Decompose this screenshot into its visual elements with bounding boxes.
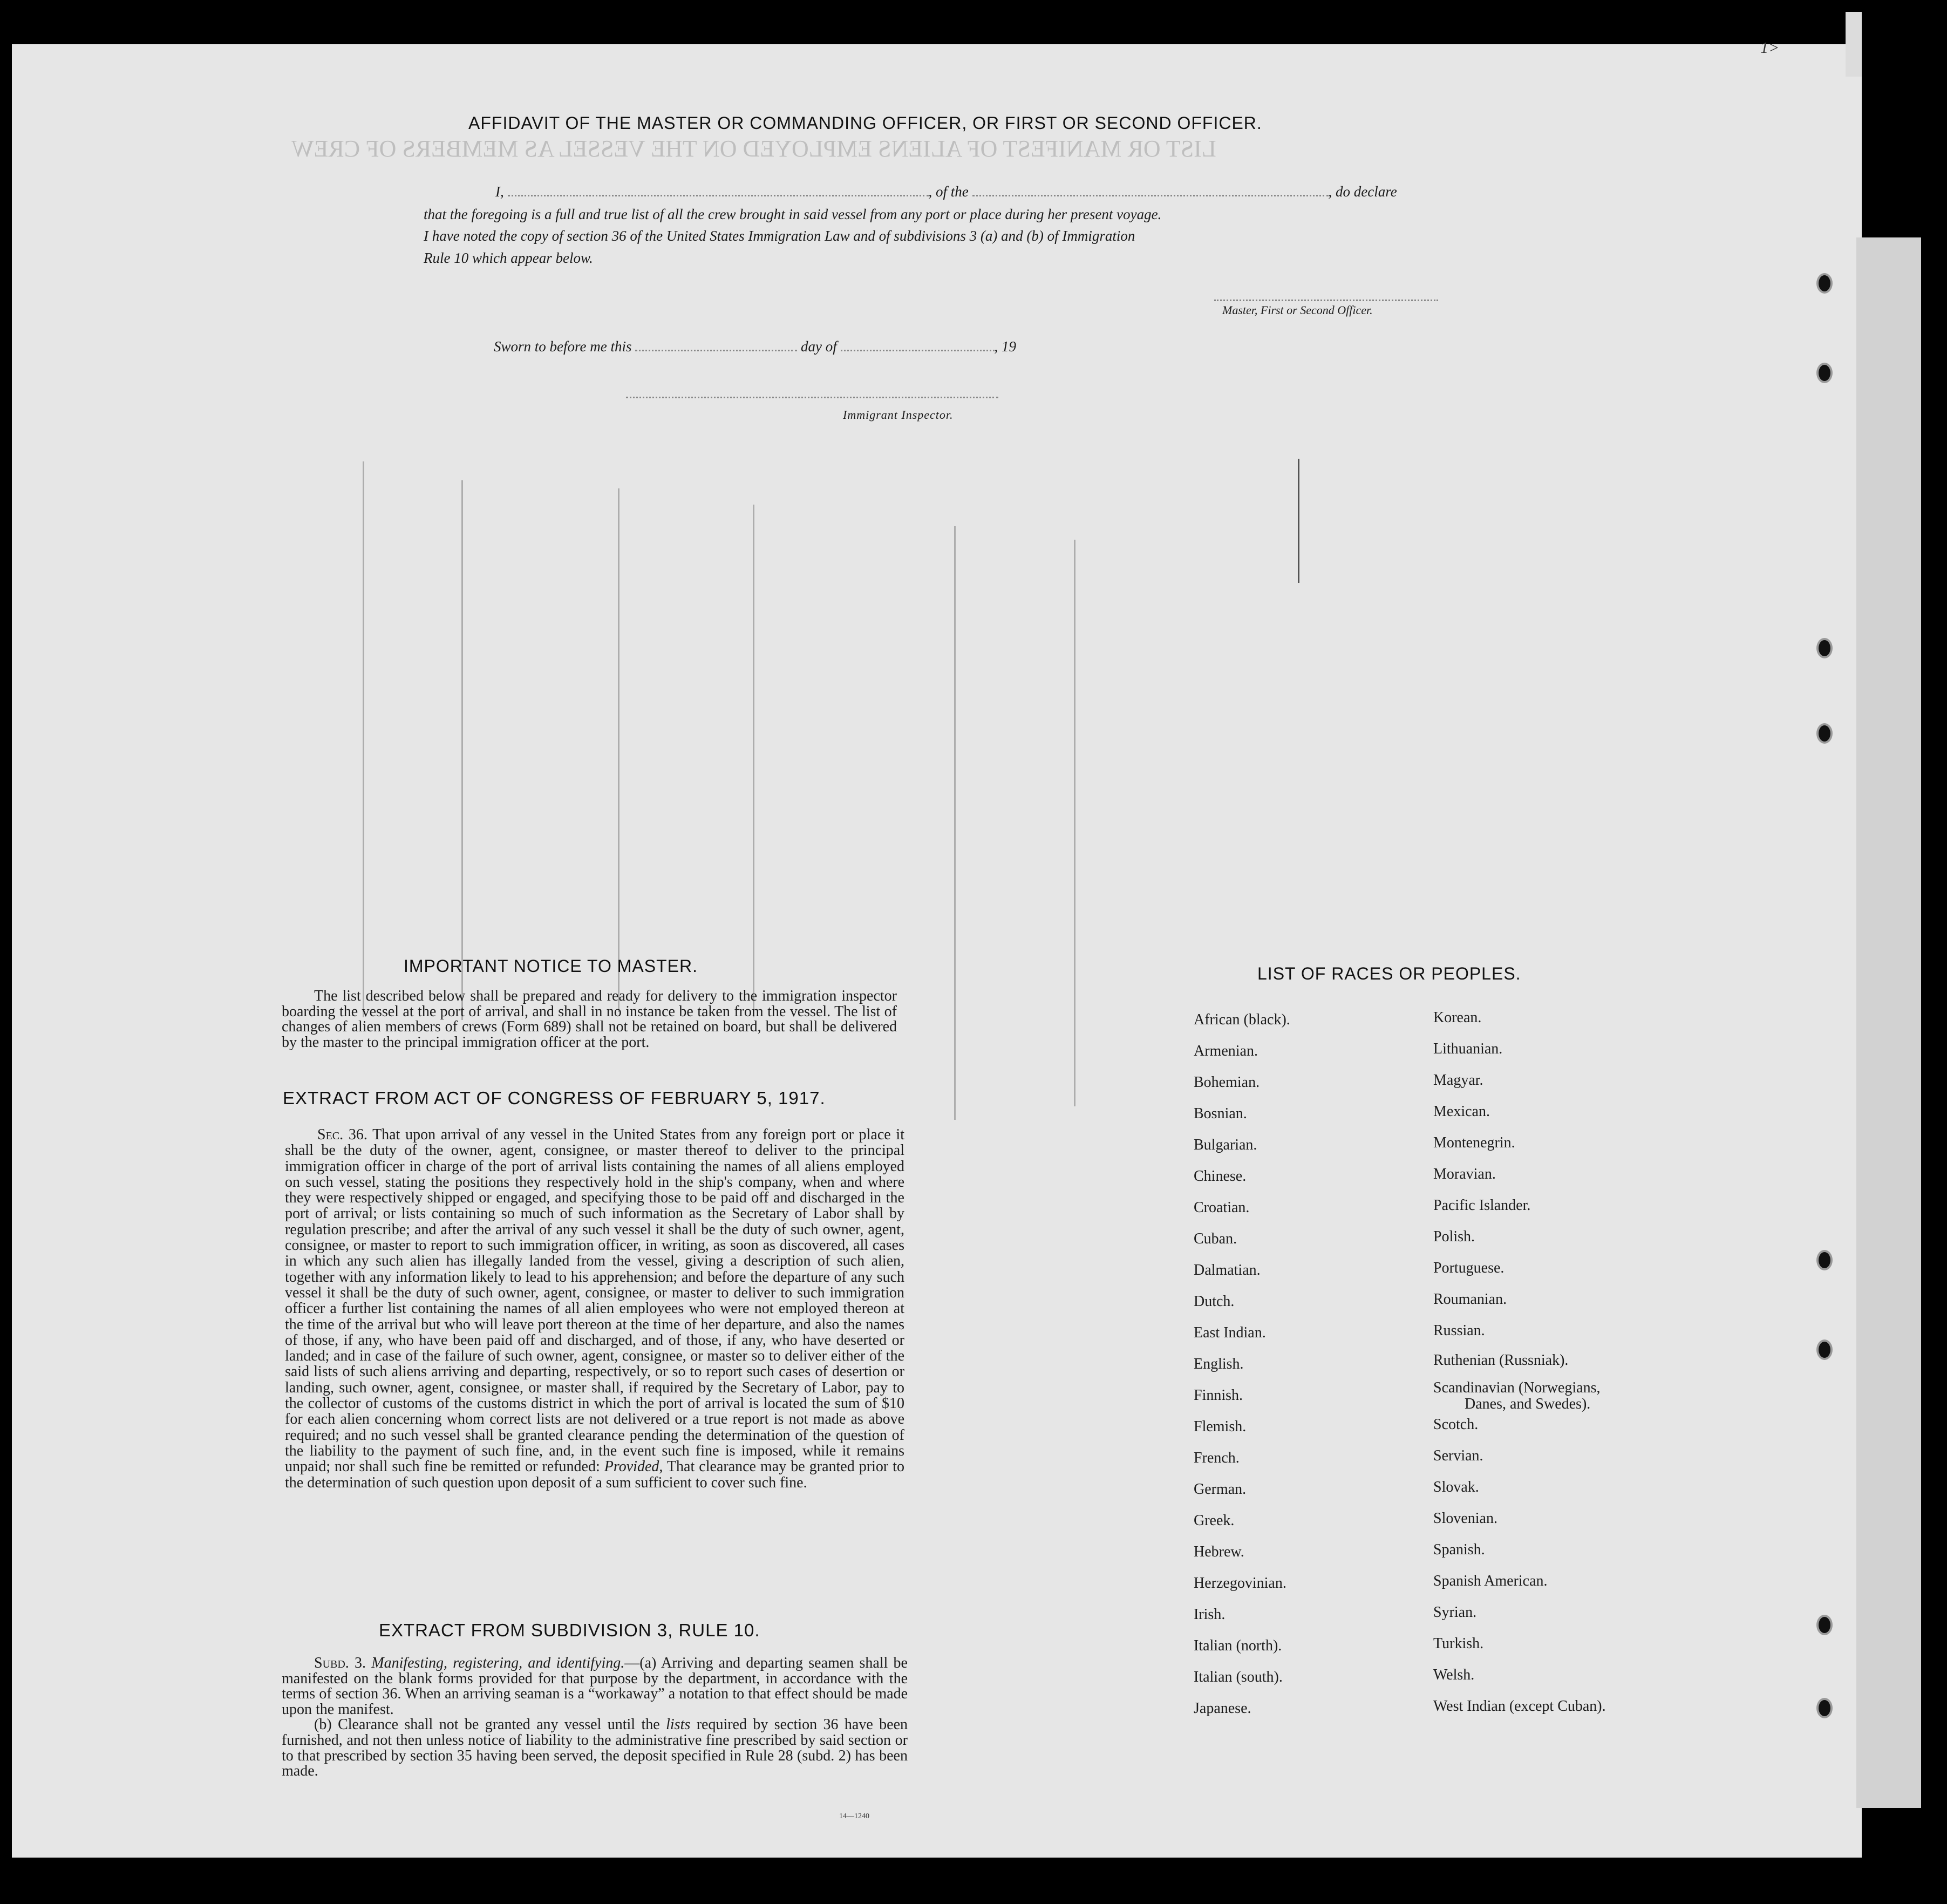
bleed-through-header: LIST OR MANIFEST OF ALIENS EMPLOYED ON THE VESSEL AS MEMBERS OF CREW [291,135,1216,162]
subd-a-label: —(a) [624,1655,657,1671]
race-right: Welsh. [1433,1667,1475,1683]
race-right: Lithuanian. [1433,1041,1503,1057]
column-rule [618,488,620,1012]
binder-hole [1819,1617,1830,1633]
column-rule [461,480,463,1020]
race-right: Turkish. [1433,1635,1484,1652]
race-left: Japanese. [1194,1700,1251,1717]
race-left: Greek. [1194,1512,1235,1529]
race-left: German. [1194,1481,1247,1498]
subd-b-lists: lists [666,1716,691,1733]
race-left: Bulgarian. [1194,1137,1257,1153]
act-extract-block [285,1127,904,1491]
race-right: Servian. [1433,1447,1483,1464]
day-blank [635,350,797,351]
notice-text-block [282,989,897,1050]
race-right: Syrian. [1433,1604,1477,1621]
races-title: LIST OF RACES OR PEOPLES. [1257,964,1521,983]
race-left: Irish. [1194,1606,1226,1623]
race-left: Italian (north). [1194,1637,1282,1654]
day-of-label: day of [801,338,837,355]
month-blank [841,350,995,351]
race-right: Spanish American. [1433,1573,1548,1589]
act-extract-text-end: That clearance may be granted prior to the determination of such question upon deposit of a sum sufficient to cover such fine. [285,1458,905,1491]
column-rule [1298,459,1299,583]
section-label: Sec. 36. [317,1126,367,1143]
race-left: Croatian. [1194,1199,1250,1216]
do-declare-label: , do declare [1328,183,1397,200]
subd-label: Subd. 3. [314,1655,366,1671]
provided-word: Provided, [604,1458,663,1475]
notice-text: The list described below shall be prepared and ready for delivery to the immigration inspector boarding the vessel at the port of arrival, and shall in no instance be taken from the vessel. The list of changes of alien members of crews (Form 689) shall not be retained on board, but shall be delivered by the master to the principal immigration officer at the port. [282,988,897,1051]
race-left: Bosnian. [1194,1105,1247,1122]
act-extract-text: That upon arrival of any vessel in the United States from any foreign port or place it shall be the duty of the owner, agent, consignee, or master thereof to deliver to the principal immigration officer in charge of the port of arrival lists containing the names of all aliens employed on such vessel, stating the positions they respectively hold in the ship's company, when and where they were respectively shipped or engaged, and specifying those to be paid off and discharged in the port of arrival; or lists containing so much of such information as the Secretary of Labor shall by regulation prescribe; and after the arrival of any such vessel it shall be the duty of such owner, agent, consignee, or master to report to such immigration officer, in writing, as soon as discovered, all cases in which any such alien has illegally landed from the vessel, giving a description of such alien, together with any information likely to lead to his apprehension; and before the departure of any such vessel it shall be the duty of such owner, agent, consignee, or master to deliver to such immigration officer a further list containing the names of all alien employees who were not employed thereon at the time of the arrival but who will leave port thereon at the time of her departure, and also the names of those, if any, who have been paid off and discharged, and of those, if any, who have deserted or landed; and in case of the failure of such owner, agent, consignee, or master so to deliver either of the said lists of such aliens arriving and departing, respectively, or so to report such cases of desertion or landing, such owner, agent, consignee, or master shall, if required by the Secretary of Labor, pay to the collector of customs of the customs district in which the port of arrival is located the sum of $10 for each alien concerning whom correct lists are not delivered or a true report is not made as above required; and no such vessel shall be granted clearance pending the determination of the question of the liability to the payment of such fine, and, in the event such fine is imposed, while it remains unpaid; nor shall such fine be remitted or refunded: [285,1126,904,1475]
rear-page-edge [1856,237,1921,1808]
column-rule [954,526,956,1120]
year-label: , 19 [994,338,1016,355]
affidavit-i-label: I, [495,183,504,200]
affidavit-title: AFFIDAVIT OF THE MASTER OR COMMANDING OFFICER, OR FIRST OR SECOND OFFICER. [468,113,1262,133]
inspector-signature-line [626,397,998,398]
race-left: Dutch. [1194,1293,1235,1310]
rule-extract-title: EXTRACT FROM SUBDIVISION 3, RULE 10. [379,1620,760,1640]
column-rule [753,505,754,1017]
master-caption: Master, First or Second Officer. [1222,303,1373,317]
sworn-line [494,338,1016,355]
affidavit-line-3: I have noted the copy of section 36 of the United States Immigration Law and of subdivisions 3 (a) and (b) of Immigration [424,228,1135,244]
binder-hole [1819,725,1830,742]
column-rule [1074,540,1075,1106]
subd-a-text: Arriving and departing seamen shall be manifested on the blank forms provided for that purpose by the department, in accordance with the terms of section 36. When an arriving seaman is a “workaway” a notation to that effect should be made upon the manifest. [282,1655,908,1718]
race-right: Ruthenian (Russniak). [1433,1352,1569,1369]
race-left: Italian (south). [1194,1669,1283,1685]
race-right: Pacific Islander. [1433,1197,1531,1214]
race-left: Dalmatian. [1194,1262,1261,1279]
race-right: Roumanian. [1433,1291,1507,1308]
race-left: English. [1194,1356,1244,1372]
race-right: Mexican. [1433,1103,1490,1120]
race-left: Flemish. [1194,1418,1247,1435]
race-right: Magyar. [1433,1072,1483,1089]
race-left: Armenian. [1194,1043,1258,1059]
race-right: Slovenian. [1433,1510,1497,1527]
race-right: Montenegrin. [1433,1134,1515,1151]
race-right: Scotch. [1433,1416,1479,1433]
subd-heading: Manifesting, registering, and identifying. [371,1655,625,1671]
of-the-label: , of the [928,183,969,200]
race-left: African (black). [1194,1011,1290,1028]
master-signature-line [1214,300,1438,301]
affidavit-line-2: that the foregoing is a full and true list of all the crew brought in said vessel from any port or place during her present voyage. [424,206,1162,222]
rule-extract-block [282,1656,908,1779]
notice-title: IMPORTANT NOTICE TO MASTER. [404,956,698,976]
page-mark: 1> [1760,39,1780,57]
act-extract-title: EXTRACT FROM ACT OF CONGRESS OF FEBRUARY 5, 1917. [283,1088,826,1108]
race-left: Hebrew. [1194,1543,1244,1560]
name-blank [508,195,929,196]
race-left: Bohemian. [1194,1074,1260,1091]
race-right: Slovak. [1433,1479,1479,1495]
race-left: Chinese. [1194,1168,1247,1185]
race-right: Portuguese. [1433,1260,1504,1276]
race-left: East Indian. [1194,1324,1266,1341]
vessel-blank [972,195,1329,196]
column-rule [363,461,364,1017]
subd-b-text-1: Clearance shall not be granted any vessel until the [338,1716,660,1733]
document-sheet [12,44,1862,1858]
subd-b-text-2: required by section 36 have been furnished, and not then unless notice of liability to the administrative fine prescribed by said section or to that prescribed by section 35 having been served, the deposit specified in Rule 28 (subd. 2) has been made. [282,1716,908,1780]
race-right: Polish. [1433,1228,1475,1245]
affidavit-line-4: Rule 10 which appear below. [424,250,593,266]
race-left: French. [1194,1450,1240,1466]
race-right: Scandinavian (Norwegians, [1433,1379,1601,1396]
binder-hole [1819,640,1830,656]
race-right-continuation: Danes, and Swedes). [1465,1396,1591,1412]
binder-hole [1819,1700,1830,1716]
race-right: Russian. [1433,1322,1485,1339]
form-number: 14—1240 [839,1812,869,1820]
sworn-label: Sworn to before me this [494,338,632,355]
binder-hole [1819,275,1830,291]
race-left: Finnish. [1194,1387,1243,1404]
binder-hole [1819,1252,1830,1268]
race-right: Moravian. [1433,1166,1496,1182]
binder-hole [1819,365,1830,381]
race-left: Cuban. [1194,1230,1237,1247]
binder-hole [1819,1342,1830,1358]
race-right: West Indian (except Cuban). [1433,1698,1606,1715]
race-left: Herzegovinian. [1194,1575,1286,1592]
race-right: Korean. [1433,1009,1482,1026]
affidavit-line-1 [495,183,1397,200]
corner-page-edge [1846,12,1862,77]
inspector-caption: Immigrant Inspector. [843,408,954,421]
race-right: Spanish. [1433,1541,1485,1558]
subd-b-label: (b) [314,1716,332,1733]
